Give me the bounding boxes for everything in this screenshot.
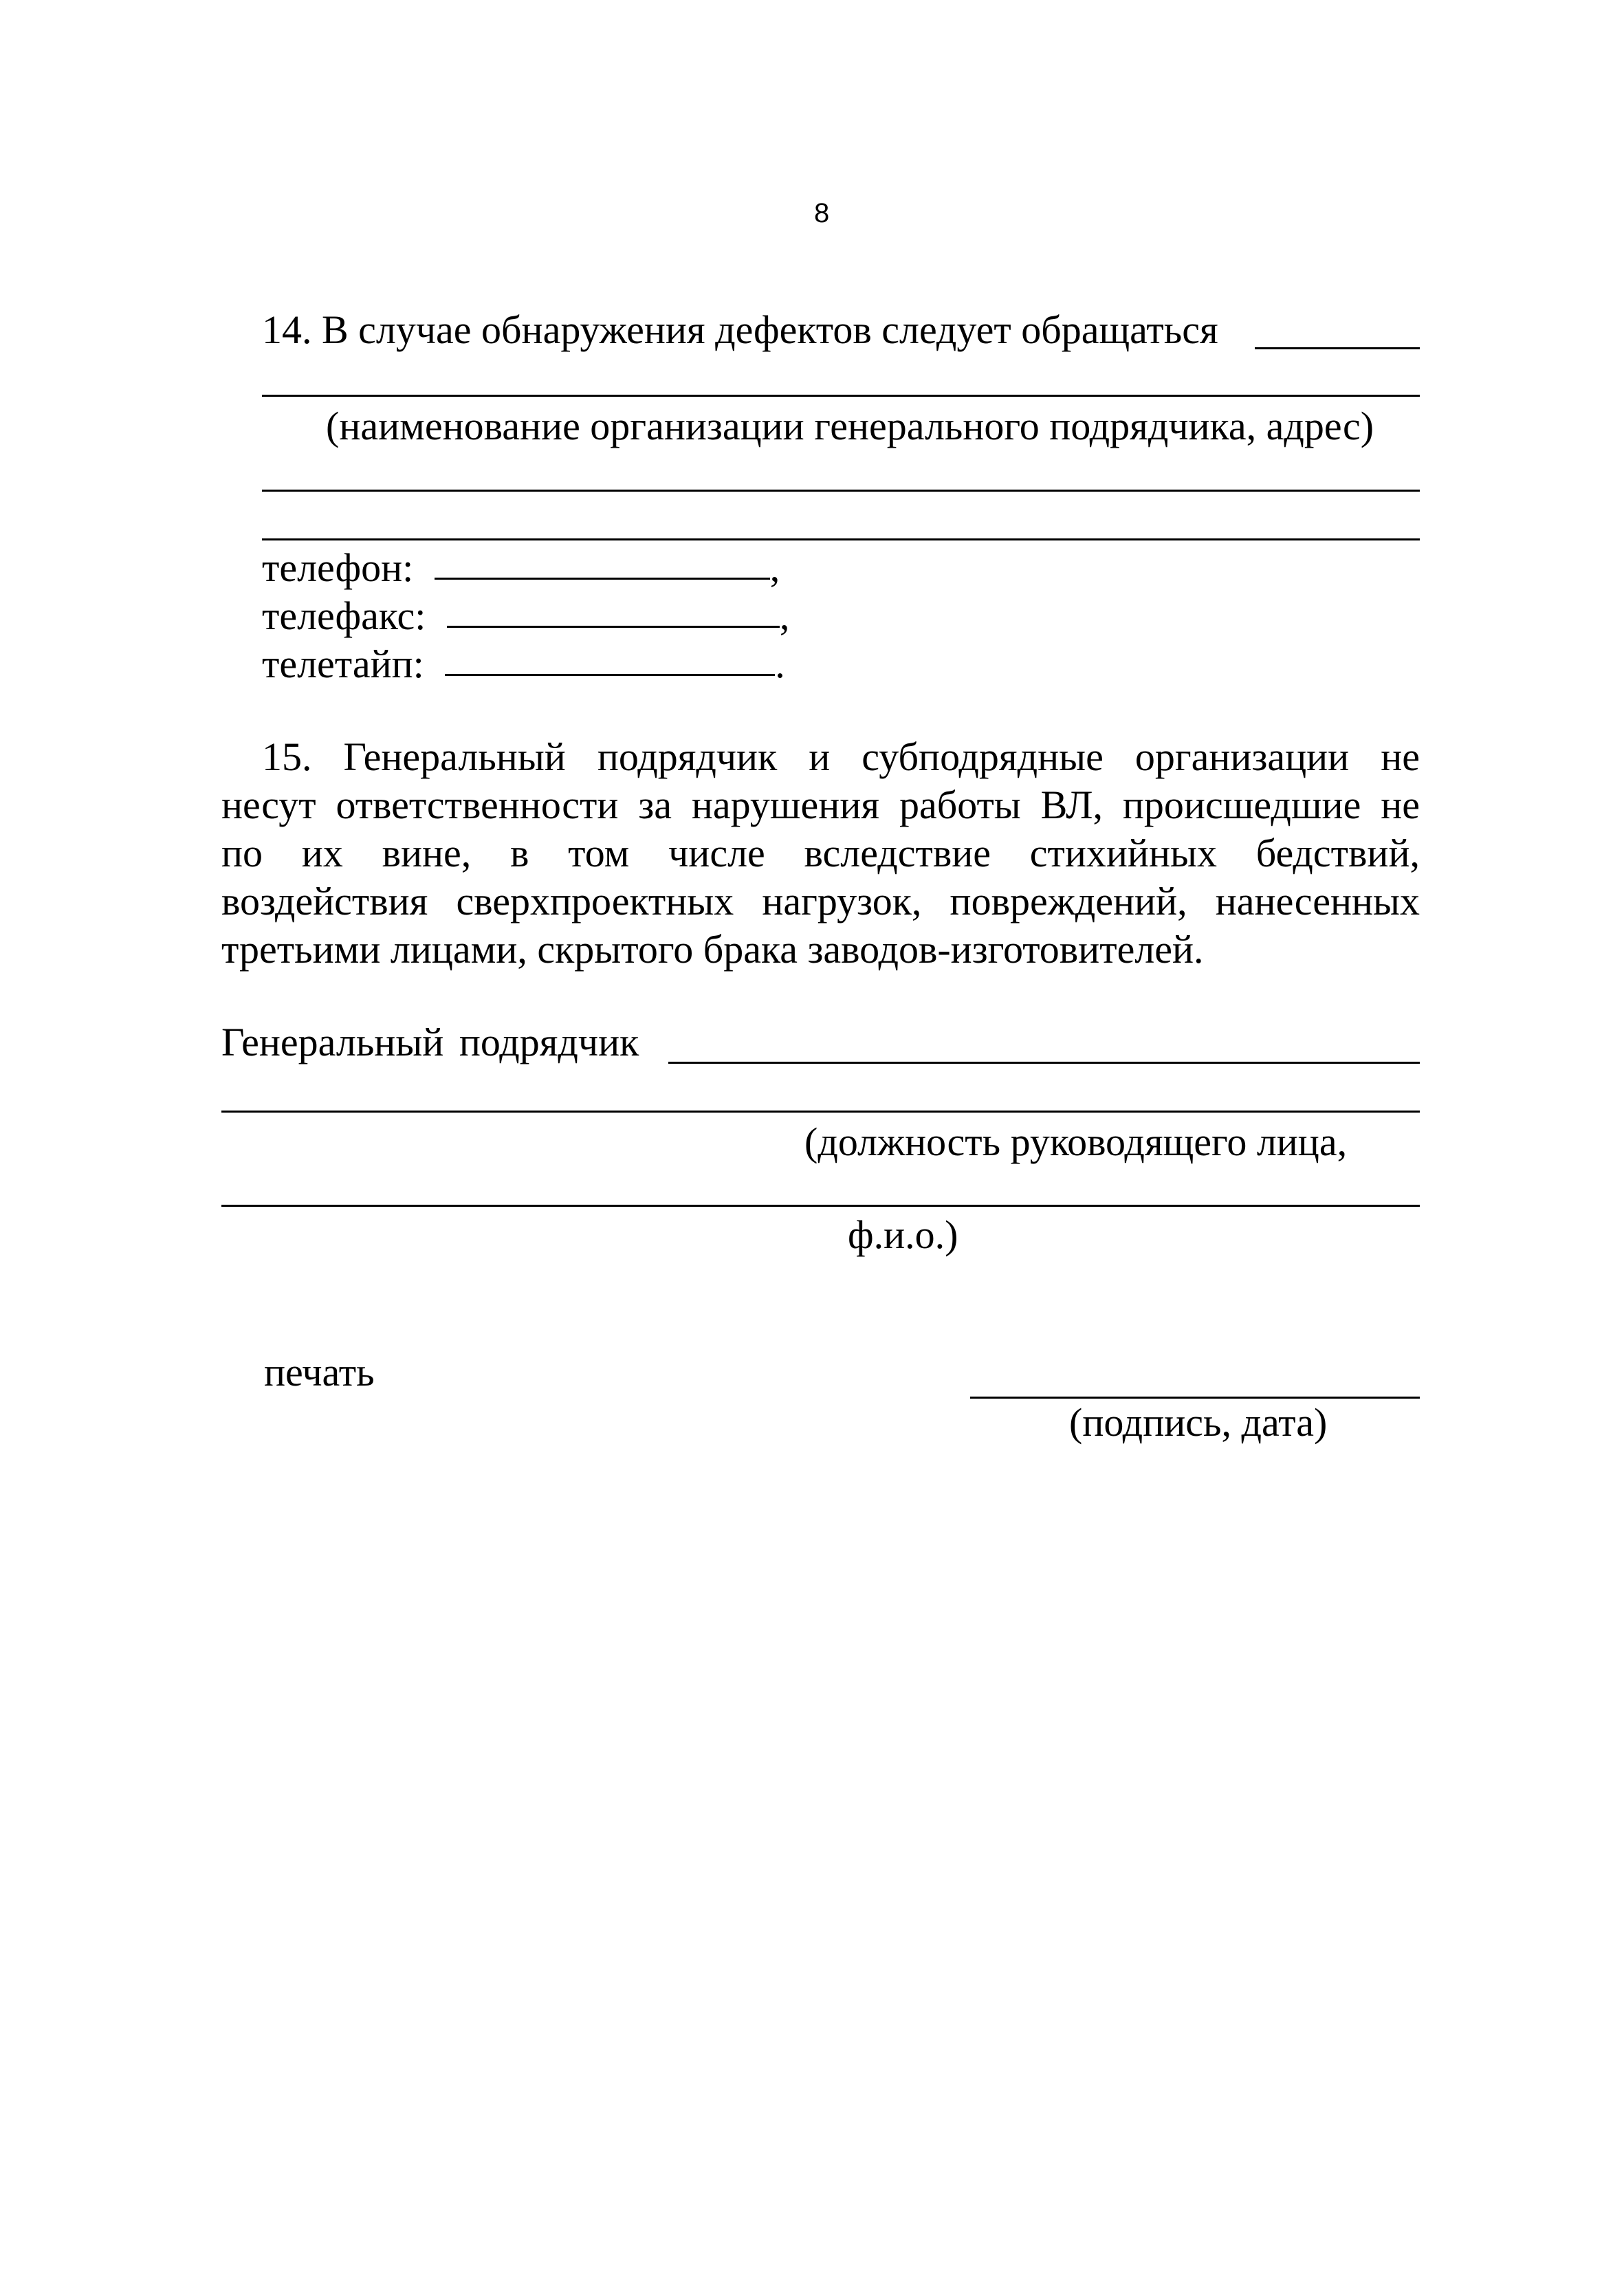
fax-row <box>262 593 789 639</box>
item-14-text: 14. В случае обнаружения дефектов следует обращаться <box>262 307 1218 352</box>
contractor-line-3 <box>221 1205 1420 1207</box>
phone-label: телефон: <box>262 545 414 590</box>
item-15-line-2: несут ответственности за нарушения работы ВЛ, происшедшие не <box>221 783 1420 827</box>
item-15-line-5: третьими лицами, скрытого брака заводов-изготовителей. <box>221 927 1204 972</box>
address-line-1 <box>262 395 1420 397</box>
general-contractor-label: Генеральный подрядчик <box>221 1020 639 1064</box>
item-14-blank-line <box>1255 347 1420 349</box>
phone-blank <box>435 578 770 580</box>
item-15-line-4: воздействия сверхпроектных нагрузок, повреждений, нанесенных <box>221 879 1420 923</box>
signature-caption: (подпись, дата) <box>1069 1400 1328 1445</box>
address-line-3 <box>262 538 1420 540</box>
address-caption: (наименование организации генерального подрядчика, адрес) <box>326 404 1374 448</box>
fax-label: телефакс: <box>262 593 426 638</box>
teletype-end: . <box>775 642 785 686</box>
item-15-line-3: по их вине, в том числе вследствие стихийных бедствий, <box>221 831 1420 875</box>
fax-blank <box>447 626 780 628</box>
address-line-2 <box>262 490 1420 492</box>
signature-line <box>970 1397 1420 1399</box>
page-number: 8 <box>814 198 830 228</box>
fax-end: , <box>779 593 790 638</box>
teletype-label: телетайп: <box>262 642 424 686</box>
name-caption: ф.и.о.) <box>848 1212 958 1257</box>
seal-label: печать <box>264 1350 375 1395</box>
teletype-row <box>262 641 785 688</box>
phone-row <box>262 545 780 591</box>
contractor-line-1 <box>668 1062 1420 1064</box>
item-15-line-1: 15. Генеральный подрядчик и субподрядные организации не <box>262 734 1420 779</box>
teletype-blank <box>445 674 775 676</box>
position-caption: (должность руководящего лица, <box>804 1119 1348 1164</box>
contractor-line-2 <box>221 1111 1420 1113</box>
phone-end: , <box>769 545 780 590</box>
